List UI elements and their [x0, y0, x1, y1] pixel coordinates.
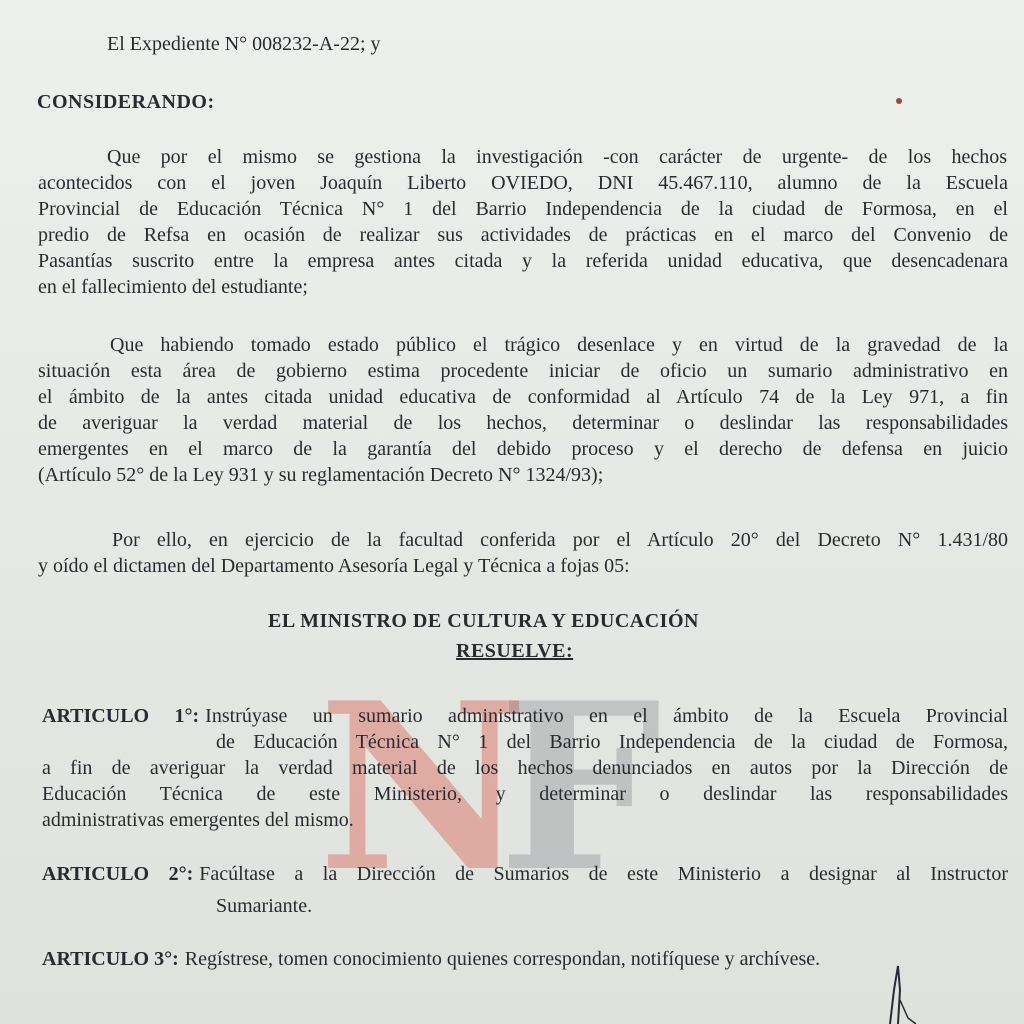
articulo-text: Instrúyase un sumario administrativo en el ámbito de la Escuela Provincial: [205, 705, 1009, 727]
articulo-text: a fin de averiguar la verdad material de los hechos denunciados en autos por la Dirección de: [42, 757, 1008, 779]
paragraph-line: predio de Refsa en ocasión de realizar sus actividades de prácticas en el marco del Convenio de: [38, 224, 1008, 246]
paragraph-line: y oído el dictamen del Departamento Asesoría Legal y Técnica a fojas 05:: [38, 555, 630, 577]
paragraph-line: de averiguar la verdad material de los hechos, determinar o deslindar las responsabilidades: [38, 412, 1008, 434]
articulo-first-line: [42, 861, 1008, 887]
articulo-label: ARTICULO 1°:: [42, 705, 200, 727]
resuelve-heading: RESUELVE:: [456, 640, 574, 662]
paragraph-line: Provincial de Educación Técnica N° 1 del Barrio Independencia de la ciudad de Formosa, en el: [38, 198, 1008, 220]
paragraph-line: emergentes en el marco de la garantía del debido proceso y el derecho de defensa en juicio: [38, 438, 1008, 460]
paragraph-line: en el fallecimiento del estudiante;: [38, 276, 308, 298]
paragraph-line: Por ello, en ejercicio de la facultad conferida por el Artículo 20° del Decreto N° 1.431/80: [112, 529, 1008, 551]
minister-heading: EL MINISTRO DE CULTURA Y EDUCACIÓN: [268, 610, 699, 632]
paragraph-line: acontecidos con el joven Joaquín Liberto OVIEDO, DNI 45.467.110, alumno de la Escuela: [38, 172, 1008, 194]
articulo-text: Facúltase a la Dirección de Sumarios de este Ministerio a designar al Instructor: [199, 863, 1008, 885]
articulo-text: Regístrese, tomen conocimiento quienes correspondan, notifíquese y archívese.: [184, 948, 821, 970]
considerando-heading: CONSIDERANDO:: [37, 91, 215, 113]
articulo-label: ARTICULO 3°:: [42, 948, 179, 970]
watermark-letter-n: N: [318, 653, 519, 923]
paragraph-line: situación esta área de gobierno estima procedente iniciar de oficio un sumario administrativo en: [38, 360, 1008, 382]
expediente-line: El Expediente N° 008232-A-22; y: [107, 33, 381, 55]
articulo-text: de Educación Técnica N° 1 del Barrio Independencia de la ciudad de Formosa,: [216, 731, 1008, 753]
signature-mark: [860, 960, 960, 1024]
paragraph-line: Que por el mismo se gestiona la investigación -con carácter de urgente- de los hechos: [107, 146, 1007, 168]
articulo-label: ARTICULO 2°:: [42, 863, 194, 885]
watermark-letter-f: F: [498, 653, 662, 923]
articulo-text: administrativas emergentes del mismo.: [42, 809, 354, 831]
paragraph-line: Pasantías suscrito entre la empresa antes citada y la referida unidad educativa, que desencadenara: [38, 250, 1008, 272]
paragraph-line: Que habiendo tomado estado público el trágico desenlace y en virtud de la gravedad de la: [110, 334, 1008, 356]
ink-dot: [896, 98, 902, 104]
articulo-text: Educación Técnica de este Ministerio, y determinar o deslindar las responsabilidades: [42, 783, 1008, 805]
paragraph-line: el ámbito de la antes citada unidad educativa de conformidad al Artículo 74 de la Ley 971, a fin: [38, 386, 1008, 408]
paragraph-line: (Artículo 52° de la Ley 931 y su reglamentación Decreto N° 1324/93);: [38, 464, 604, 486]
articulo-text: Sumariante.: [216, 895, 313, 917]
articulo-first-line: [42, 703, 1008, 729]
